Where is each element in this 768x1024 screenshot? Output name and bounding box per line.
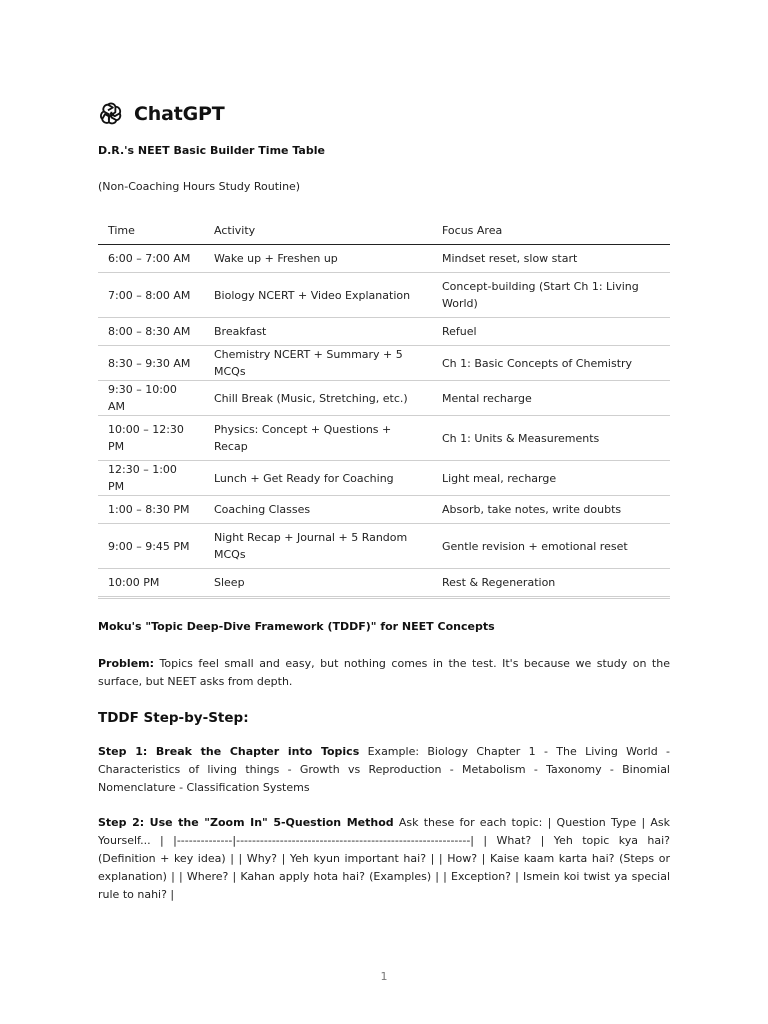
cell-time: 10:00 PM — [98, 569, 204, 597]
cell-activity: Biology NCERT + Video Explanation — [204, 273, 432, 318]
table-row — [98, 569, 670, 597]
section-divider — [98, 598, 670, 599]
cell-activity: Chill Break (Music, Stretching, etc.) — [204, 381, 432, 416]
brand-header — [98, 100, 224, 128]
cell-focus-area: Ch 1: Basic Concepts of Chemistry — [432, 346, 670, 381]
cell-focus-area: Gentle revision + emotional reset — [432, 524, 670, 569]
cell-time: 9:00 – 9:45 PM — [98, 524, 204, 569]
table-row — [98, 416, 670, 461]
cell-time: 7:00 – 8:00 AM — [98, 273, 204, 318]
cell-time: 1:00 – 8:30 PM — [98, 496, 204, 524]
document-title: D.R.'s NEET Basic Builder Time Table — [98, 144, 325, 157]
column-header-activity: Activity — [204, 216, 432, 245]
cell-time: 6:00 – 7:00 AM — [98, 245, 204, 273]
table-row — [98, 245, 670, 273]
cell-focus-area: Rest & Regeneration — [432, 569, 670, 597]
cell-focus-area: Ch 1: Units & Measurements — [432, 416, 670, 461]
framework-title: Moku's "Topic Deep-Dive Framework (TDDF)" for NEET Concepts — [98, 620, 495, 633]
table-row — [98, 461, 670, 496]
cell-focus-area: Concept-building (Start Ch 1: Living World) — [432, 273, 670, 318]
cell-focus-area: Absorb, take notes, write doubts — [432, 496, 670, 524]
cell-focus-area: Light meal, recharge — [432, 461, 670, 496]
openai-logo-icon — [98, 101, 124, 127]
timetable-header-row — [98, 216, 670, 245]
table-row — [98, 524, 670, 569]
cell-focus-area: Refuel — [432, 318, 670, 346]
cell-activity: Physics: Concept + Questions + Recap — [204, 416, 432, 461]
column-header-time: Time — [98, 216, 204, 245]
cell-time: 8:00 – 8:30 AM — [98, 318, 204, 346]
table-row — [98, 318, 670, 346]
table-row — [98, 273, 670, 318]
cell-activity: Sleep — [204, 569, 432, 597]
table-row — [98, 346, 670, 381]
document-subtitle: (Non-Coaching Hours Study Routine) — [98, 180, 301, 193]
cell-activity: Lunch + Get Ready for Coaching — [204, 461, 432, 496]
step-2-text: Ask these for each topic: | Question Type | Ask Yourself... | |--------------|-----------------------------------------------------------| | What? | Yeh topic kya hai? (Definition + key idea) | | Why? | Yeh kyun important hai? | | How? | Kaise kaam karta hai? (Steps or explanation) | | Where? | Kahan apply hota hai? (Examples) | | Exception? | Ismein koi twist ya special rule to nahi? | — [98, 816, 670, 901]
cell-activity: Wake up + Freshen up — [204, 245, 432, 273]
step-1-label: Step 1: Break the Chapter into Topics — [98, 745, 360, 758]
cell-time: 12:30 – 1:00 PM — [98, 461, 204, 496]
cell-activity: Night Recap + Journal + 5 Random MCQs — [204, 524, 432, 569]
timetable — [98, 216, 670, 597]
table-row — [98, 496, 670, 524]
steps-heading: TDDF Step-by-Step: — [98, 710, 249, 726]
cell-activity: Breakfast — [204, 318, 432, 346]
cell-focus-area: Mindset reset, slow start — [432, 245, 670, 273]
step-2-label: Step 2: Use the "Zoom In" 5-Question Method — [98, 816, 394, 829]
column-header-focus-area: Focus Area — [432, 216, 670, 245]
cell-activity: Chemistry NCERT + Summary + 5 MCQs — [204, 346, 432, 381]
step-1-text: Example: Biology Chapter 1 - The Living World - Characteristics of living things - Growth vs Reproduction - Metabolism - Taxonomy - Binomial Nomenclature - Classification Systems — [98, 745, 670, 794]
problem-paragraph — [98, 655, 670, 691]
page-number: 1 — [380, 970, 388, 983]
step-2-paragraph — [98, 814, 670, 904]
problem-label: Problem: — [98, 657, 155, 670]
brand-name: ChatGPT — [134, 103, 225, 125]
cell-time: 8:30 – 9:30 AM — [98, 346, 204, 381]
cell-focus-area: Mental recharge — [432, 381, 670, 416]
cell-time: 10:00 – 12:30 PM — [98, 416, 204, 461]
problem-text: Topics feel small and easy, but nothing comes in the test. It's because we study on the surface, but NEET asks from depth. — [98, 657, 670, 688]
cell-time: 9:30 – 10:00 AM — [98, 381, 204, 416]
step-1-paragraph — [98, 743, 670, 797]
table-row — [98, 381, 670, 416]
cell-activity: Coaching Classes — [204, 496, 432, 524]
